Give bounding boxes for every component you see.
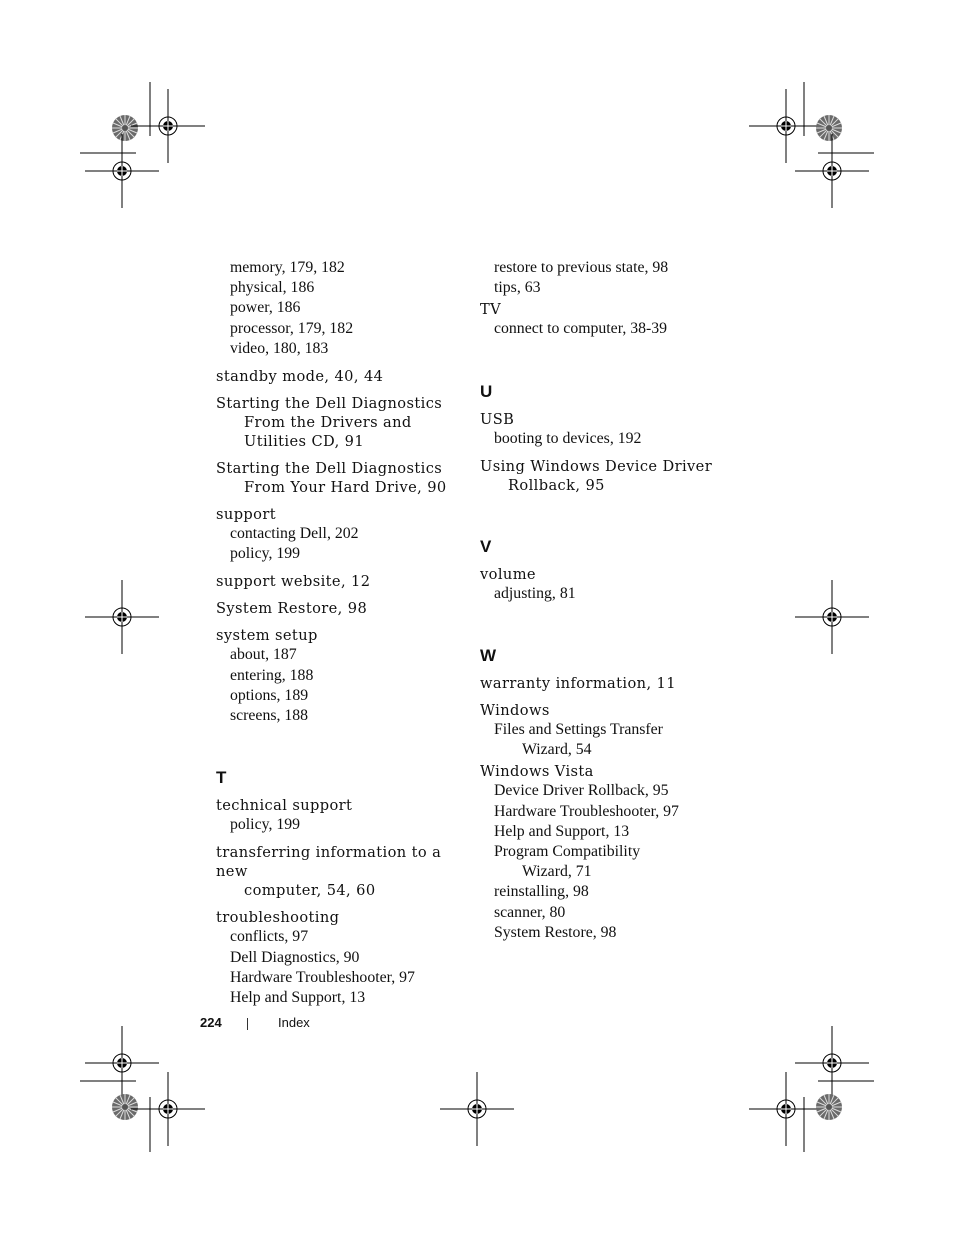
index-subentry: restore to previous state, 98 xyxy=(494,259,669,276)
index-subentry: Help and Support, 13 xyxy=(230,989,366,1007)
registration-mark-bottom-center xyxy=(440,1072,514,1146)
registration-mark-bottom-left xyxy=(80,1026,205,1152)
index-entry: standby mode, 40, 44 xyxy=(216,368,384,386)
index-entry: USB xyxy=(480,410,515,428)
index-subentry: options, 189 xyxy=(230,686,309,704)
index-entry: System Restore, 98 xyxy=(216,600,368,618)
registration-mark-middle-right xyxy=(795,580,869,654)
index-subentry: reinstalling, 98 xyxy=(494,883,589,901)
index-subentry: screens, 188 xyxy=(230,707,309,725)
index-entry-line: transferring information to a new xyxy=(216,844,442,881)
index-subentry: video, 180, 183 xyxy=(230,339,329,357)
registration-mark-bottom-right xyxy=(749,1026,874,1152)
index-letter-heading: T xyxy=(216,768,227,788)
index-subentry: memory, 179, 182 xyxy=(230,259,345,276)
index-entry-continuation: From Your Hard Drive, 90 xyxy=(244,479,447,497)
index-entry-continuation: Rollback, 95 xyxy=(508,476,605,494)
index-subentry: Help and Support, 13 xyxy=(494,822,630,840)
index-subentry: entering, 188 xyxy=(230,666,314,684)
index-subentry: policy, 199 xyxy=(230,545,301,563)
index-entry-continuation: From the Drivers and xyxy=(244,414,412,432)
index-subentry: policy, 199 xyxy=(230,816,301,834)
index-subentry: scanner, 80 xyxy=(494,903,566,921)
index-subentry: booting to devices, 192 xyxy=(494,429,642,447)
index-subentry-continuation: Wizard, 71 xyxy=(522,863,592,881)
index-entry: troubleshooting xyxy=(216,909,340,927)
index-subentry: physical, 186 xyxy=(230,279,315,297)
index-entry: warranty information, 11 xyxy=(480,675,676,693)
index-subentry-continuation: Wizard, 54 xyxy=(522,741,592,759)
index-entry: Windows Vista xyxy=(480,763,594,781)
index-subentry: power, 186 xyxy=(230,299,301,317)
index-subentry: about, 187 xyxy=(230,646,297,664)
index-entry: TV xyxy=(480,301,502,319)
index-letter-heading: W xyxy=(480,646,497,666)
registration-mark-top-left xyxy=(80,82,205,208)
index-entry-continuation: computer, 54, 60 xyxy=(244,882,376,900)
index-entry: system setup xyxy=(216,627,318,645)
registration-mark-top-right xyxy=(749,82,874,208)
index-subentry: adjusting, 81 xyxy=(494,584,576,602)
index-letter-heading: V xyxy=(480,536,492,556)
index-subentry: Files and Settings Transfer xyxy=(494,721,663,739)
index-entry: volume xyxy=(480,565,536,583)
index-letter-heading: U xyxy=(480,381,493,401)
index-subentry: connect to computer, 38-39 xyxy=(494,320,668,338)
index-subentry: Dell Diagnostics, 90 xyxy=(230,948,360,966)
index-subentry: conflicts, 97 xyxy=(230,928,309,946)
section-name: Index xyxy=(278,1015,310,1030)
index-subentry: Program Compatibility xyxy=(494,843,641,861)
index-entry: technical support xyxy=(216,797,353,815)
index-entry-line: Using Windows Device Driver xyxy=(480,457,713,475)
index-subentry: contacting Dell, 202 xyxy=(230,525,359,543)
index-subentry: Device Driver Rollback, 95 xyxy=(494,782,669,800)
index-entry: support website, 12 xyxy=(216,573,371,591)
index-entry: Windows xyxy=(480,702,550,720)
index-entry-line: Starting the Dell Diagnostics xyxy=(216,395,443,413)
index-entry-line: Starting the Dell Diagnostics xyxy=(216,460,443,478)
page-number: 224 xyxy=(200,1015,222,1030)
index-entry: support xyxy=(216,506,276,524)
registration-mark-middle-left xyxy=(85,580,159,654)
index-subentry: Hardware Troubleshooter, 97 xyxy=(494,802,679,820)
index-entry-continuation: Utilities CD, 91 xyxy=(244,433,365,451)
index-subentry: System Restore, 98 xyxy=(494,923,617,941)
index-subentry: processor, 179, 182 xyxy=(230,319,354,337)
index-subentry: Hardware Troubleshooter, 97 xyxy=(230,968,415,986)
index-subentry: tips, 63 xyxy=(494,279,541,297)
